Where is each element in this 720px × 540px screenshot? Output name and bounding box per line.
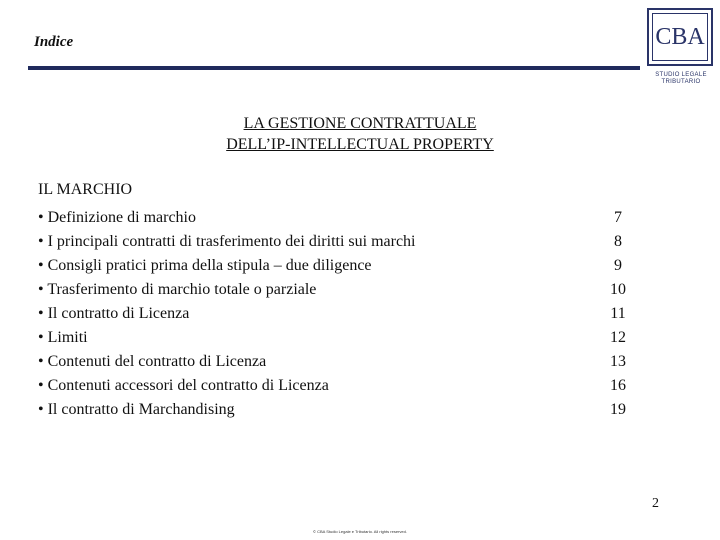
document-title-line1: LA GESTIONE CONTRATTUALE — [243, 115, 477, 132]
logo-text: CBA — [655, 23, 705, 50]
toc-item-label: • Il contratto di Licenza — [38, 305, 190, 322]
document-title-line2: DELL’IP-INTELLECTUAL PROPERTY — [226, 136, 494, 153]
logo-subtitle: STUDIO LEGALE TRIBUTARIO — [655, 72, 707, 85]
header-title: Indice — [34, 34, 74, 50]
toc-item-label: • Contenuti del contratto di Licenza — [38, 353, 267, 370]
toc-item-page: 8 — [614, 233, 622, 250]
toc-item-label: • Contenuti accessori del contratto di Licenza — [38, 377, 329, 394]
toc-item-label: • Definizione di marchio — [38, 209, 196, 226]
header-divider — [28, 66, 640, 70]
cba-logo — [647, 8, 713, 66]
toc-item-label: • Trasferimento di marchio totale o parziale — [38, 281, 317, 298]
toc-item — [38, 350, 638, 374]
toc-item — [38, 254, 638, 278]
toc-item — [38, 278, 638, 302]
document-title — [160, 113, 560, 155]
toc-item-label: • Il contratto di Marchandising — [38, 401, 235, 418]
toc-item-label: • Consigli pratici prima della stipula – due diligence — [38, 257, 372, 274]
toc-item-label: • Limiti — [38, 329, 88, 346]
section-heading: IL MARCHIO — [38, 181, 133, 198]
toc-item-page: 11 — [610, 305, 626, 322]
toc-item-page: 13 — [610, 353, 626, 370]
toc-item-label: • I principali contratti di trasferimento dei diritti sui marchi — [38, 233, 416, 250]
toc-item-page: 12 — [610, 329, 626, 346]
toc-item-page: 7 — [614, 209, 622, 226]
toc-item-page: 9 — [614, 257, 622, 274]
toc-item-page: 10 — [610, 281, 626, 298]
toc-item — [38, 230, 638, 254]
copyright-footer: © CBA Studio Legale e Tributario. All rights reserved. — [313, 529, 407, 534]
toc-item-page: 19 — [610, 401, 626, 418]
toc-item — [38, 206, 638, 230]
toc-item-page: 16 — [610, 377, 626, 394]
toc-item — [38, 374, 638, 398]
toc-item — [38, 302, 638, 326]
page-number: 2 — [652, 496, 659, 511]
toc-item — [38, 398, 638, 422]
toc-item — [38, 326, 638, 350]
table-of-contents — [38, 206, 638, 422]
